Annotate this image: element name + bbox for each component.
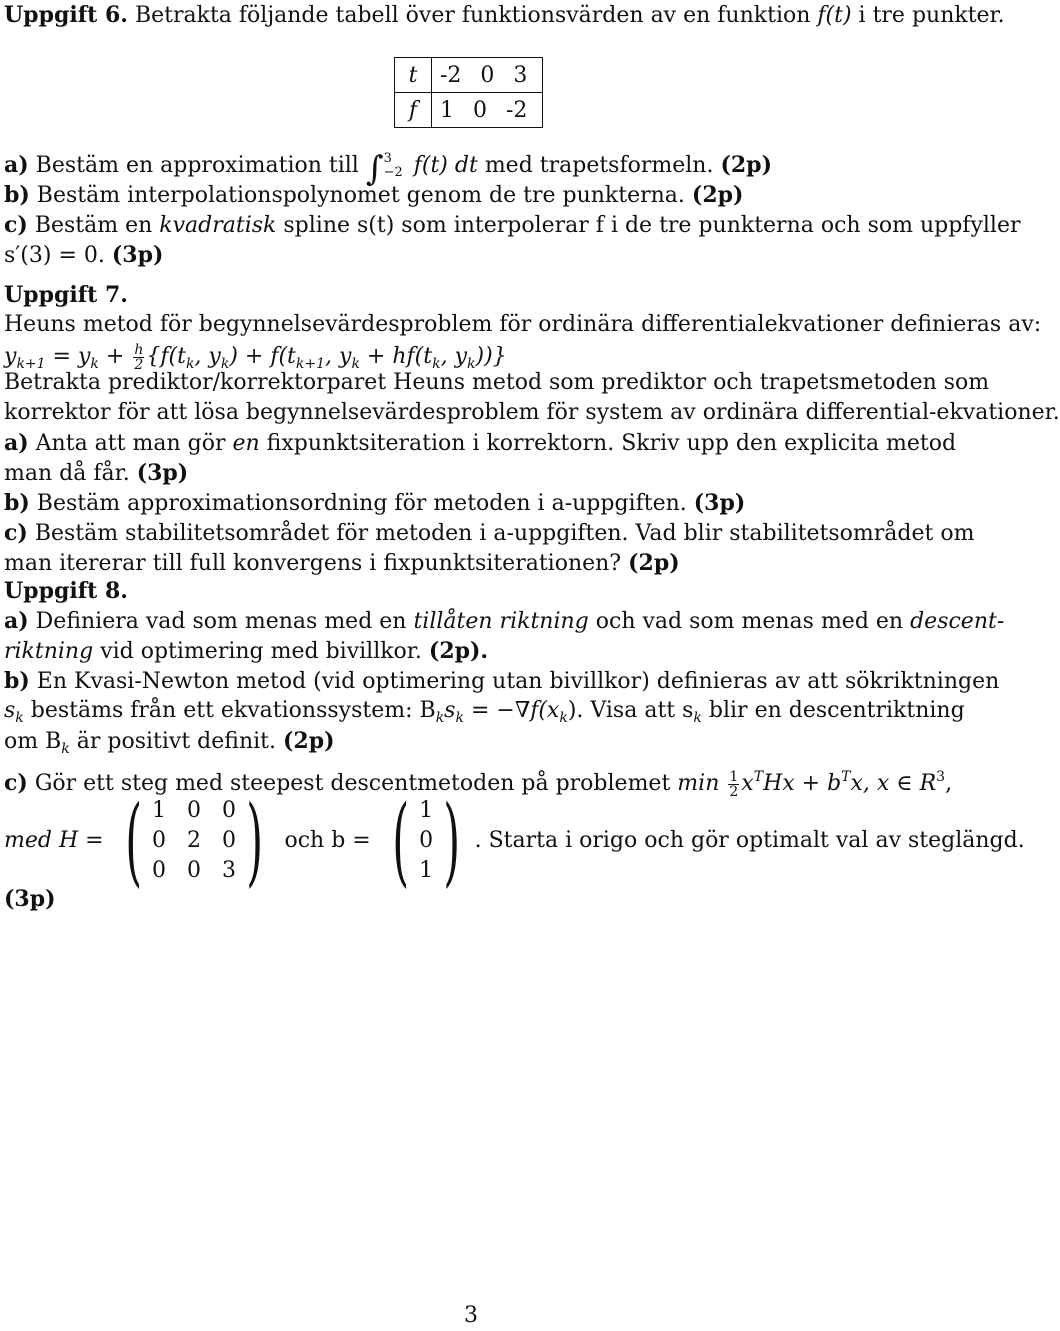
- math-sup-T: T: [841, 769, 851, 785]
- u6-c-points: (3p): [111, 242, 164, 268]
- fraction-numerator: h: [134, 341, 144, 358]
- u6-b-text: Bestäm interpolationspolynomet genom de tre punkterna.: [36, 183, 685, 208]
- vector-row: 1: [419, 798, 434, 823]
- u8-a-text3: vid optimering med bivillkor.: [100, 639, 422, 664]
- u8-b-text3: . Visa att s: [576, 698, 694, 723]
- fraction-denominator: 2: [134, 356, 144, 373]
- paren-left: (: [124, 785, 142, 897]
- math-sub-k: k: [435, 710, 445, 726]
- u7-c-line1: [4, 518, 974, 549]
- u7-c-text1: Bestäm stabilitetsområdet för metoden i a-uppgiften. Vad blir stabilitetsområdet om: [34, 521, 975, 546]
- u6-a-points: (2p): [720, 152, 772, 178]
- paren-left: (: [392, 785, 409, 897]
- u7-a-text2: fixpunktsiteration i korrektorn. Skriv upp den explicita metod: [266, 431, 957, 456]
- u7-b-tag: b): [4, 490, 30, 516]
- u8-c-med: med H =: [4, 828, 104, 853]
- table-t-values: -2 0 3: [432, 58, 543, 93]
- u6-intro-post: i tre punkter.: [858, 3, 1005, 28]
- u8-b-line3: [4, 726, 335, 764]
- matrix-H-rows: [152, 796, 236, 886]
- integral-upper: 3: [383, 151, 392, 166]
- math-part: Hx + b: [763, 771, 842, 796]
- u8-b-points: (2p): [283, 728, 335, 754]
- u6-c-cond: s′(3) = 0.: [4, 243, 105, 268]
- u8-c-tag: c): [4, 770, 28, 796]
- u6-b-points: (2p): [691, 182, 744, 208]
- u7-a-text1: Anta att man gör: [35, 431, 226, 456]
- u8-c-tail: . Starta i origo och gör optimalt val av steglängd.: [474, 828, 1025, 853]
- formula-part: ))}: [475, 344, 507, 369]
- u8-b-text2: bestäms från ett ekvationssystem: B: [30, 698, 436, 723]
- u8-a-italic3: riktning: [4, 639, 94, 664]
- math-part: x, x ∈ R: [850, 771, 937, 796]
- u6-intro-fn: f(t): [817, 3, 852, 28]
- formula-sub: k+1: [16, 356, 46, 372]
- u8-c-och: och b =: [284, 828, 371, 853]
- u7-line3: Betrakta prediktor/korrektorparet Heuns metod som prediktor och trapetsmetoden som: [4, 370, 990, 395]
- formula-part: +: [98, 344, 132, 369]
- u8-a-line1: [4, 606, 1004, 637]
- u8-c-matrix-line: [4, 785, 1025, 897]
- table-f-label: f: [395, 93, 432, 128]
- table-row-t: [395, 58, 543, 93]
- u7-c-points: (2p): [628, 550, 680, 576]
- u6-c-text1: Bestäm en: [34, 213, 153, 238]
- table-row-f: [395, 93, 543, 128]
- u6-a-tag: a): [4, 152, 29, 178]
- u7-line1: Heuns metod för begynnelsevärdesproblem för ordinära differentialekvationer definieras av:: [4, 312, 1042, 337]
- u8-a-italic2: descent-: [910, 609, 1005, 634]
- math-close: ): [567, 698, 577, 723]
- math-sub-k: k: [61, 741, 70, 757]
- formula-part: = y: [45, 344, 91, 369]
- u6-c-line2: [4, 240, 163, 271]
- math-sub-k: k: [693, 710, 702, 726]
- u8-c-line1: c) Gör ett steg med steepest descentmetoden på problemet min $\frac{1}{2}$ $x^THx + b^Tx$, x ∈ $R^3$,: [4, 768, 953, 800]
- matrix-row: 1 0 0: [152, 798, 237, 823]
- formula-sub: k: [467, 356, 476, 372]
- vector-row: 0: [419, 828, 434, 853]
- integral-lower: −2: [383, 165, 403, 180]
- u6-a-text: Bestäm en approximation till: [35, 153, 359, 178]
- u7-b-text: Bestäm approximationsordning för metoden i a-uppgiften.: [36, 491, 687, 516]
- u7-a-line2: [4, 458, 188, 489]
- formula-part: y: [4, 344, 17, 369]
- function-value-table: [394, 57, 543, 128]
- page-number: 3: [464, 1303, 478, 1328]
- formula-sub: k: [351, 356, 360, 372]
- u8-a-tag: a): [4, 608, 29, 634]
- u6-intro-line: [4, 0, 1005, 31]
- u7-a-tag: a): [4, 430, 29, 456]
- math-fx: f(x: [530, 698, 560, 723]
- u7-c-tag: c): [4, 520, 28, 546]
- u6-heading: Uppgift 6.: [4, 2, 128, 28]
- u6-c-italic: kvadratisk: [159, 213, 277, 238]
- u6-b-tag: b): [4, 182, 30, 208]
- formula-part: , y: [325, 344, 352, 369]
- math-sup-3: 3: [936, 769, 946, 785]
- u6-b-line: [4, 180, 743, 211]
- u7-a-line1: [4, 428, 956, 459]
- u7-c-text2: man itererar till full konvergens i fixpunktsiterationen?: [4, 551, 622, 576]
- table-t-label: t: [395, 58, 432, 93]
- u8-b-text6: är positivt definit.: [76, 729, 277, 754]
- formula-part: , y: [194, 344, 221, 369]
- formula-sub: k: [432, 356, 441, 372]
- u7-heading: Uppgift 7.: [4, 282, 128, 308]
- matrix-row: 0 2 0: [152, 828, 237, 853]
- paren-right: ): [246, 785, 264, 897]
- u8-a-text1: Definiera vad som menas med en: [35, 609, 407, 634]
- u8-a-line2: [4, 636, 488, 667]
- u8-b-line1: [4, 666, 999, 697]
- u6-a-line: [4, 149, 772, 189]
- fraction-denominator: 2: [729, 783, 739, 800]
- u6-c-line1: [4, 210, 1020, 241]
- integral-limits: [384, 152, 403, 180]
- u8-b-text4: blir en descentriktning: [708, 698, 965, 723]
- math-sup-T: T: [753, 769, 764, 785]
- u8-b-tag: b): [4, 668, 30, 694]
- u7-line4: korrektor för att lösa begynnelsevärdesproblem för system av ordinära differential-ekvationer.: [4, 400, 1060, 425]
- u8-b-text5: om B: [4, 729, 62, 754]
- matrix-row: 0 0 3: [152, 858, 237, 883]
- math-s: s: [4, 698, 16, 723]
- u8-heading: Uppgift 8.: [4, 578, 128, 604]
- u6-a-integrand: f(t) dt: [413, 153, 478, 178]
- u6-c-tag: c): [4, 212, 28, 238]
- u7-c-line2: [4, 548, 680, 579]
- u8-a-points: (2p).: [428, 638, 489, 664]
- formula-part: ) + f(t: [229, 344, 296, 369]
- formula-sub: k: [185, 356, 195, 372]
- u8-b-text1: En Kvasi-Newton metod (vid optimering utan bivillkor) definieras av att sökriktningen: [36, 669, 1000, 694]
- math-sub-k: k: [559, 710, 568, 726]
- vector-row: 1: [419, 858, 434, 883]
- math-sub-k: k: [455, 710, 464, 726]
- formula-part: , y: [440, 344, 467, 369]
- math-part: x: [741, 771, 754, 796]
- u7-a-points: (3p): [136, 460, 189, 486]
- formula-part: {f(t: [146, 344, 186, 369]
- u6-intro-pre: Betrakta följande tabell över funktionsvärden av en funktion: [134, 3, 811, 28]
- math-sub-k: k: [15, 710, 24, 726]
- paren-right: ): [443, 785, 461, 897]
- u8-c-points: (3p): [4, 886, 56, 912]
- u6-c-text2: spline s(t) som interpolerar f i de tre punkterna och som uppfyller: [283, 213, 1021, 238]
- vector-b: [382, 785, 471, 897]
- formula-sub: k: [90, 356, 99, 372]
- u8-c-text1: Gör ett steg med steepest descentmetoden på problemet: [34, 771, 671, 796]
- u8-a-italic1: tillåten riktning: [413, 609, 589, 634]
- u6-a-tail: med trapetsformeln.: [484, 153, 714, 178]
- formula-part: + hf(t: [359, 344, 433, 369]
- table-f-values: 1 0 -2: [432, 93, 543, 128]
- u8-c-min: min: [677, 771, 720, 796]
- formula-sub: k+1: [295, 356, 326, 372]
- formula-sub: k: [220, 356, 230, 372]
- u7-b-line: [4, 488, 745, 519]
- fraction-numerator: 1: [729, 768, 739, 785]
- u7-b-points: (3p): [693, 490, 746, 516]
- u8-a-text2: och vad som menas med en: [595, 609, 904, 634]
- vector-b-rows: [419, 796, 433, 886]
- matrix-H: [115, 785, 274, 897]
- integral-sign: ∫: [365, 149, 384, 189]
- math-s: s: [444, 698, 456, 723]
- u7-a-italic: en: [232, 431, 260, 456]
- math-eq: = −∇: [470, 698, 531, 723]
- u7-a-text3: man då får.: [4, 461, 130, 486]
